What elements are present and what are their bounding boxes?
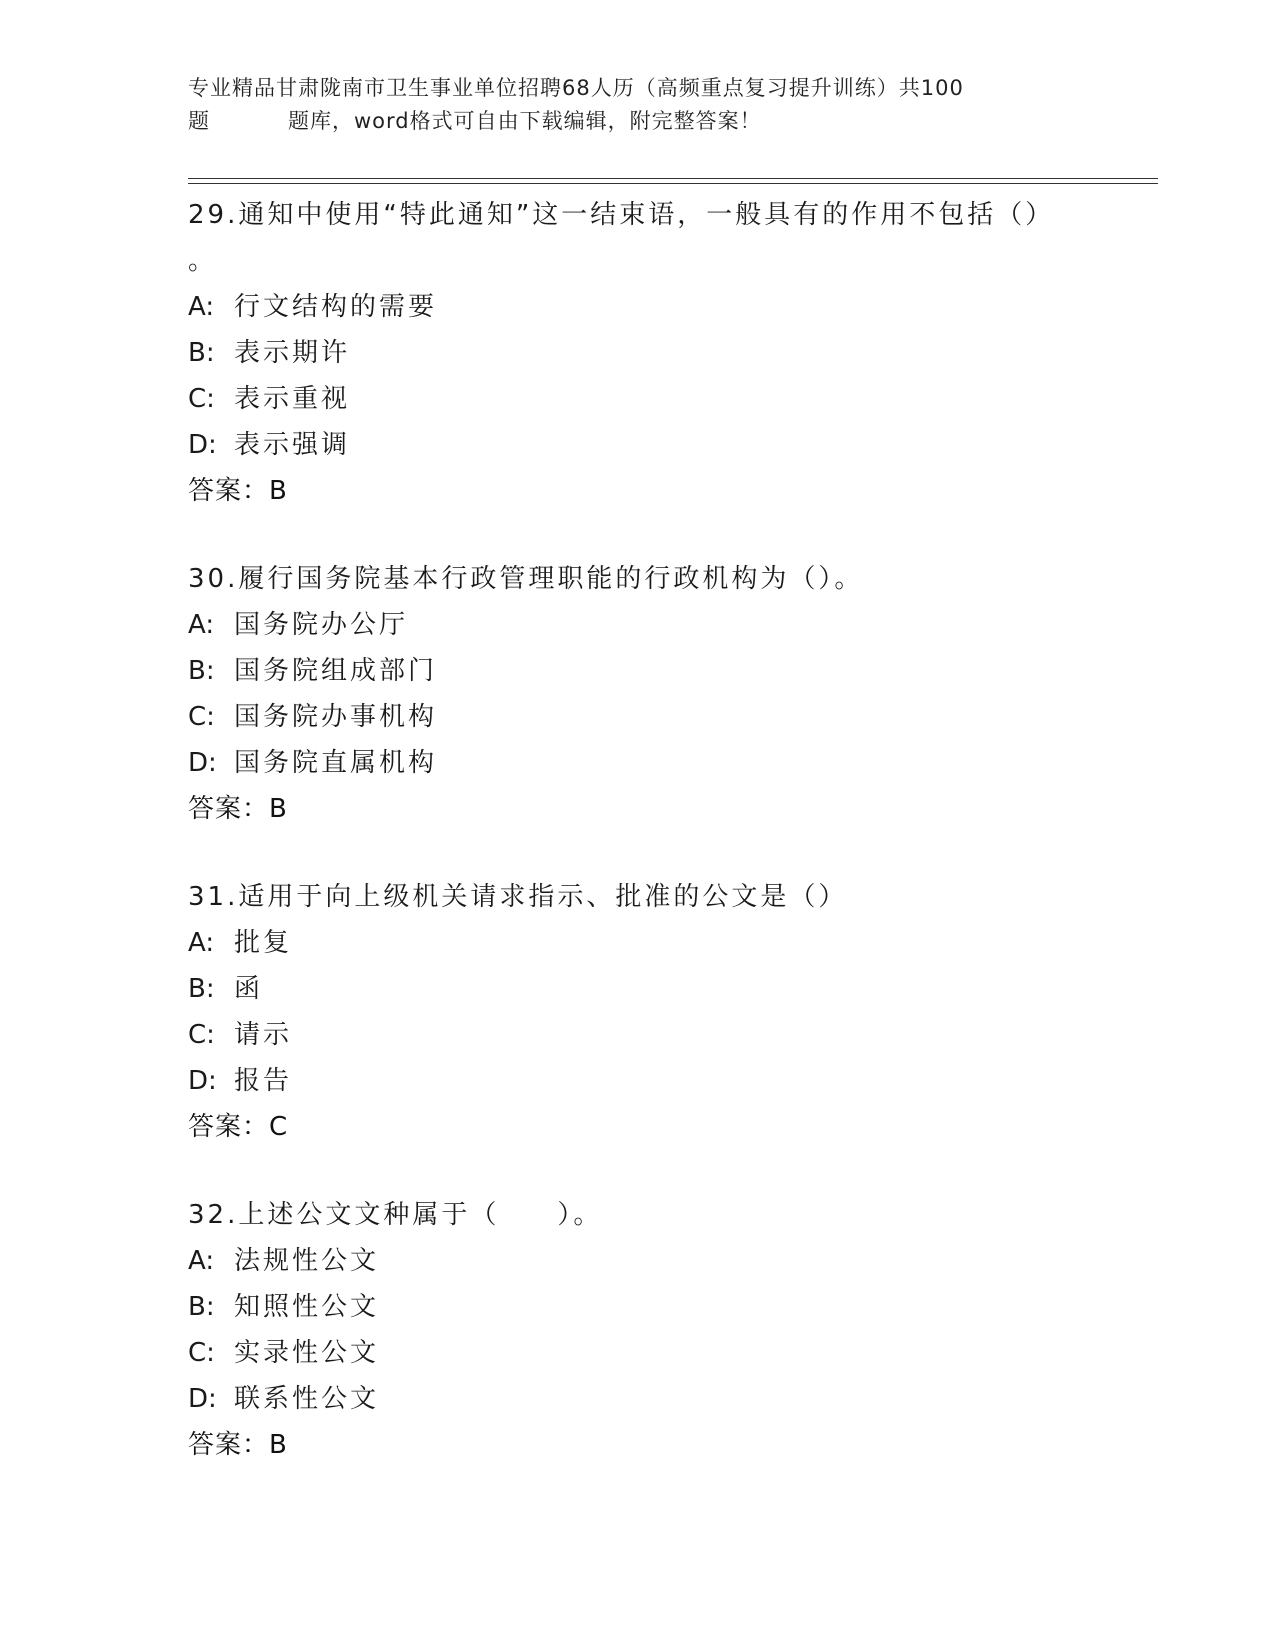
- option-text: 法规性公文: [234, 1246, 380, 1276]
- option-text: 行文结构的需要: [234, 292, 438, 322]
- option-key: A:: [188, 610, 215, 640]
- option-c: [188, 1330, 1148, 1376]
- option-key: C:: [188, 384, 215, 414]
- option-text: 表示强调: [234, 430, 351, 460]
- option-b: [188, 1284, 1148, 1330]
- option-a: [188, 284, 1148, 330]
- header-line-2-start: 题: [188, 109, 210, 133]
- option-key: B:: [188, 974, 215, 1004]
- option-key: C:: [188, 1338, 215, 1368]
- option-b: [188, 966, 1148, 1012]
- option-text: 报告: [234, 1066, 293, 1096]
- header-line-2-end: 题库，word格式可自由下载编辑，附完整答案！: [288, 109, 762, 133]
- option-text: 表示重视: [234, 384, 351, 414]
- option-text: 表示期许: [234, 338, 351, 368]
- option-text: 函: [234, 974, 264, 1004]
- option-b: [188, 330, 1148, 376]
- option-d: [188, 422, 1148, 468]
- option-c: [188, 694, 1148, 740]
- question-29: [188, 192, 1148, 514]
- option-b: [188, 648, 1148, 694]
- question-stem-text: 32.上述公文文种属于（ ）。: [188, 1200, 603, 1230]
- option-key: A:: [188, 292, 215, 322]
- option-text: 实录性公文: [234, 1338, 380, 1368]
- question-stem: [188, 874, 1148, 920]
- document-header: [188, 72, 1088, 138]
- question-32: [188, 1192, 1148, 1468]
- question-stem-tail: 。: [188, 246, 218, 276]
- option-key: D:: [188, 1066, 217, 1096]
- option-key: B:: [188, 656, 215, 686]
- option-d: [188, 1058, 1148, 1104]
- question-stem-text: 29.通知中使用“特此通知”这一结束语，一般具有的作用不包括（）: [188, 200, 1055, 230]
- question-stem: [188, 192, 1148, 284]
- question-stem-text: 31.适用于向上级机关请求指示、批准的公文是（）: [188, 882, 848, 912]
- header-divider-top: [188, 178, 1158, 179]
- answer: 答案：B: [188, 794, 288, 824]
- option-text: 国务院办公厅: [234, 610, 409, 640]
- option-key: A:: [188, 928, 215, 958]
- option-key: D:: [188, 430, 217, 460]
- question-30: [188, 556, 1148, 832]
- option-a: [188, 920, 1148, 966]
- question-stem: [188, 1192, 1148, 1238]
- header-line-1: 专业精品甘肃陇南市卫生事业单位招聘68人历（高频重点复习提升训练）共100: [188, 76, 964, 100]
- question-stem: [188, 556, 1148, 602]
- answer: 答案：C: [188, 1112, 289, 1142]
- option-text: 联系性公文: [234, 1384, 380, 1414]
- option-c: [188, 1012, 1148, 1058]
- question-stem-text: 30.履行国务院基本行政管理职能的行政机构为（）。: [188, 564, 864, 594]
- option-text: 知照性公文: [234, 1292, 380, 1322]
- answer: 答案：B: [188, 476, 288, 506]
- option-d: [188, 740, 1148, 786]
- option-a: [188, 602, 1148, 648]
- question-list: [188, 192, 1148, 1510]
- option-text: 请示: [234, 1020, 293, 1050]
- option-key: B:: [188, 338, 215, 368]
- option-key: C:: [188, 1020, 215, 1050]
- option-key: B:: [188, 1292, 215, 1322]
- option-key: C:: [188, 702, 215, 732]
- option-c: [188, 376, 1148, 422]
- option-text: 国务院直属机构: [234, 748, 438, 778]
- option-key: A:: [188, 1246, 215, 1276]
- option-key: D:: [188, 1384, 217, 1414]
- header-divider-bottom: [188, 183, 1158, 184]
- option-text: 批复: [234, 928, 293, 958]
- option-text: 国务院组成部门: [234, 656, 438, 686]
- option-d: [188, 1376, 1148, 1422]
- option-a: [188, 1238, 1148, 1284]
- option-text: 国务院办事机构: [234, 702, 438, 732]
- option-key: D:: [188, 748, 217, 778]
- header-line-2: [188, 105, 1088, 138]
- question-31: [188, 874, 1148, 1150]
- answer: 答案：B: [188, 1430, 288, 1460]
